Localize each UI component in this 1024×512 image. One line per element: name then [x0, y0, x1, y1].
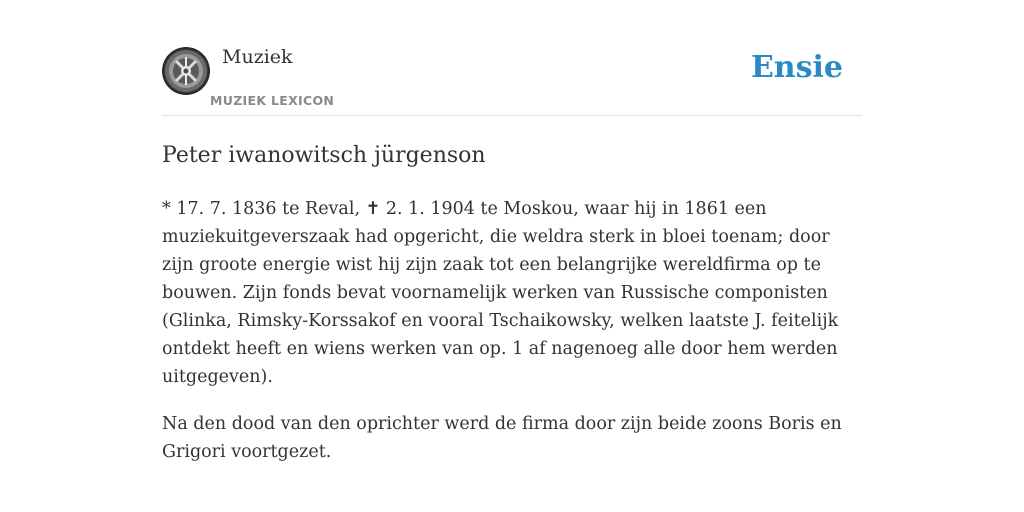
site-subtitle[interactable]: MUZIEK LEXICON: [210, 93, 335, 108]
entry-paragraph: * 17. 7. 1836 te Reval, ✝ 2. 1. 1904 te Moskou, waar hij in 1861 een muziekuitgeverszaak had opgericht, die weldra sterk in bloei toenam; door zijn groote energie wist hij zijn zaak tot een belangrijke wereldfirma op te bouwen. Zijn fonds bevat voornamelijk werken van Russische componisten (Glinka, Rimsky-Korssakof en vooral Tschaikowsky, welken laatste J. feitelijk ontdekt heeft en wiens werken van op. 1 af nagenoeg alle door hem werden uitgegeven).: [162, 199, 839, 387]
entry-title: Peter iwanowitsch jürgenson: [162, 143, 486, 168]
site-header: [162, 0, 862, 116]
entry-paragraph: Na den dood van den oprichter werd de firma door zijn beide zoons Boris en Grigori voortgezet.: [162, 414, 842, 462]
music-seal-icon[interactable]: [162, 47, 210, 95]
entry-body: [162, 195, 862, 466]
brand-logo[interactable]: Ensie: [750, 50, 843, 85]
page-container: [162, 0, 862, 466]
site-title[interactable]: Muziek: [222, 46, 293, 68]
